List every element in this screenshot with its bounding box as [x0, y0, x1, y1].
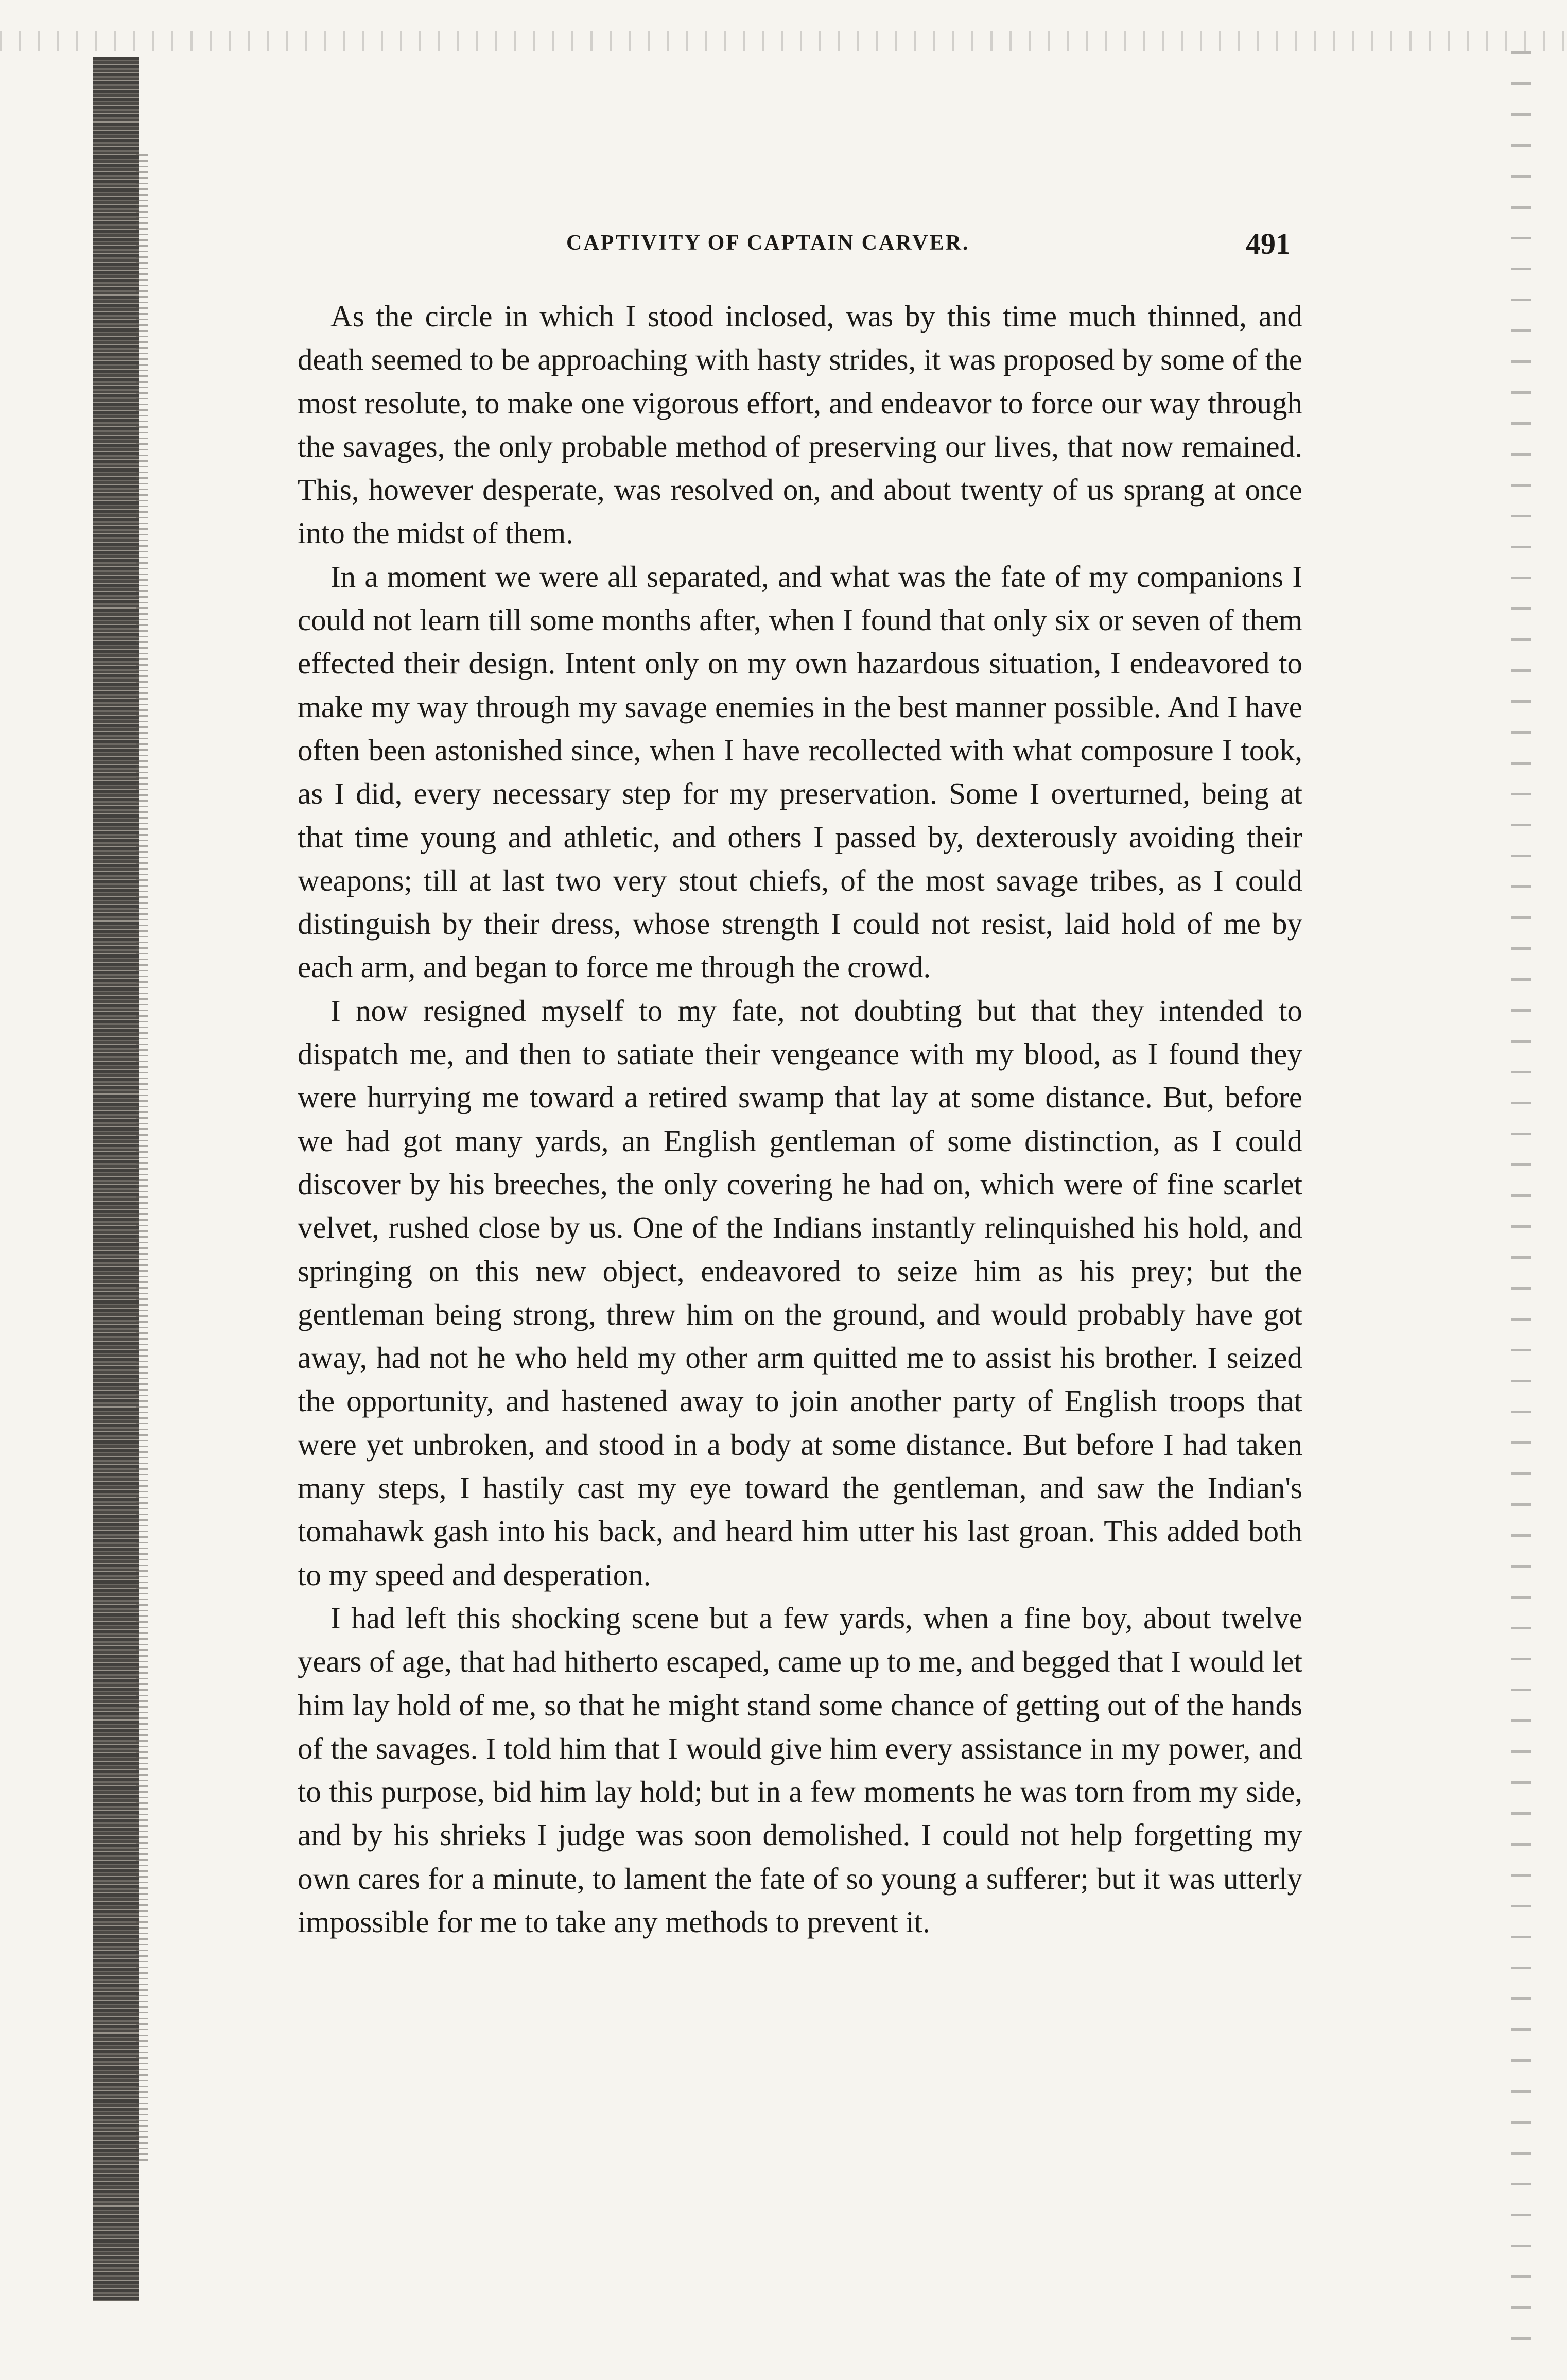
running-head: CAPTIVITY OF CAPTAIN CARVER.: [566, 231, 970, 255]
paragraph: In a moment we were all separated, and what was the fate of my companions I could not learn till some months after, when I found that only six or seven of them effected their design. Intent only on my own hazardous situation, I endeavored to make my way through my savage enemies in the best manner possible. And I have often been astonished since, when I have recollected with what composure I took, as I did, every necessary step for my preservation. Some I overturned, being at that time young and athletic, and others I passed by, dexterously avoiding their weapons; till at last two very stout chiefs, of the most savage tribes, as I could distinguish by their dress, whose strength I could not resist, laid hold of me by each arm, and began to force me through the crowd.: [298, 559, 1302, 984]
paragraph: As the circle in which I stood inclosed, was by this time much thinned, and death seemed to be approaching with hasty strides, it was proposed by some of the most resolute, to make one vigorous effort, and endeavor to force our way through the savages, the only probable method of preserving our lives, that now remained. This, however desperate, was resolved on, and about twenty of us sprang at once into the midst of them.: [298, 299, 1302, 550]
paragraph: I now resigned myself to my fate, not doubting but that they intended to dispatch me, and then to satiate their vengeance with my blood, as I found they were hurrying me toward a retired swamp that lay at some distance. But, before we had got many yards, an English gentleman of some distinction, as I could discover by his breeches, the only covering he had on, which were of fine scarlet velvet, rushed close by us. One of the Indians instantly relinquished his hold, and springing on this new object, endeavored to seize him as his prey; but the gentleman being strong, threw him on the ground, and would probably have got away, had not he who held my other arm quitted me to assist his brother. I seized the opportunity, and hastened away to join another party of English troops that were yet unbroken, and stood in a body at some distance. But before I had taken many steps, I hastily cast my eye toward the gentleman, and saw the Indian's tomahawk gash into his back, and heard him utter his last groan. This added both to my speed and desperation.: [298, 993, 1302, 1592]
page-body: [298, 294, 1302, 1943]
page-header: [299, 227, 1328, 268]
binding-gutter: [93, 57, 139, 2301]
scan-noise-right: [1511, 51, 1531, 2342]
paragraph: I had left this shocking scene but a few yards, when a fine boy, about twelve years of age, that had hitherto escaped, came up to me, and begged that I would let him lay hold of me, so that he might stand some chance of getting out of the hands of the savages. I told him that I would give him every assistance in my power, and to this purpose, bid him lay hold; but in a few moments he was torn from my side, and by his shrieks I judge was soon demolished. I could not help forgetting my own cares for a minute, to lament the fate of so young a sufferer; but it was utterly impossible for me to take any methods to prevent it.: [298, 1601, 1302, 1939]
page-number: 491: [1246, 227, 1291, 260]
scan-noise-top: [0, 31, 1567, 51]
binding-edge: [136, 154, 148, 2162]
